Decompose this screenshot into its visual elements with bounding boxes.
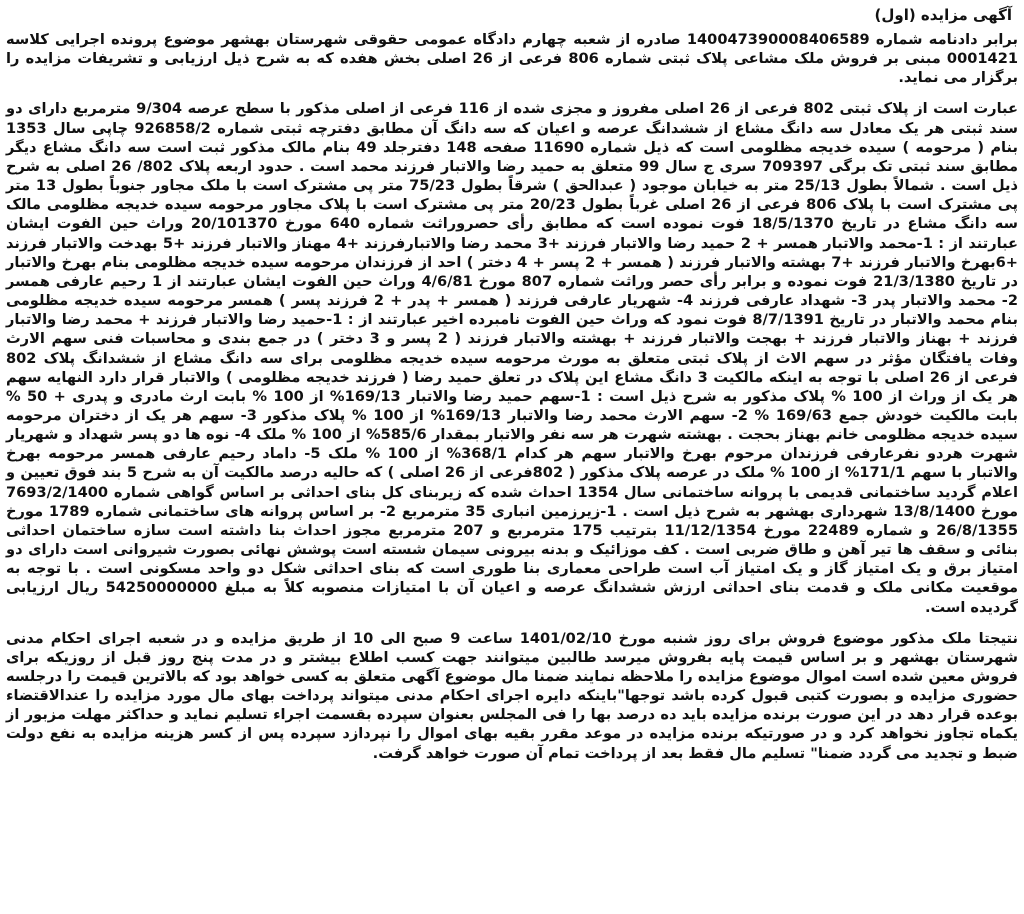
- notice-title: آگهی مزایده (اول): [874, 6, 1012, 24]
- auction-notice: [6, 4, 1018, 910]
- notice-paragraph-intro: برابر دادنامه شماره 140047390008406589 صادره از شعبه چهارم دادگاه عمومی حقوقی شهرستان بهشهر موضوع پرونده اجرایی کلاسه 0001421 مبنی بر فروش ملک مشاعی پلاک ثبتی شماره 806 فرعی از 26 اصلی بخش هفده که به شرح ذیل ارزیابی و تشریفات مزایده را برگزار می نماید.: [6, 31, 1019, 87]
- notice-paragraph-sale-terms: نتیجتا ملک مذکور موضوع فروش برای روز شنبه مورخ 1401/02/10 ساعت 9 صبح الی 10 از طریق مزایده و در شعبه اجرای احکام مدنی شهرستان بهشهر و بر اساس قیمت پایه بفروش میرسد طالبین میتوانند جهت کسب اطلاع بیشتر و در مدت پنج روز قبل از روزیکه برای فروش معین شده است اموال موضوع مزایده را ملاحظه نمایند ضمنا مال موضوع آگهی متعلق به کسی خواهد بود که بالاترین قیمت را درجلسه حضوری مزایده و بصورت کتبی قبول کرده باشد توجها"باینکه دایره اجرای احکام مدنی میتواند پرداخت بهای مال مورد مزایده را عندالاقتضاء بوعده قرار دهد در این صورت برنده مزایده باید ده درصد بها را فی المجلس بعنوان سپرده بقسمت اجراء تسلیم نماید و حداکثر مهلت مزبور از یکماه تجاوز نخواهد کرد و در صورتیکه برنده مزایده در موعد مقرر بقیه بهای اموال را نپردازد سپرده پس از کسر هزینه مزایده به نفع دولت ضبط و تجدید می گردد ضمنا" تسلیم مال فقط بعد از پرداخت تمام آن صورت خواهد گرفت.: [6, 629, 1018, 762]
- notice-paragraph-property-description: عبارت است از پلاک ثبتی 802 فرعی از 26 اصلی مفروز و مجزی شده از 116 فرعی از اصلی مذکور با سطح عرصه 9/304 مترمربع دارای دو سند ثبتی هر یک معادل سه دانگ مشاع از ششدانگ عرصه و اعیان که سه دانگ آن مطابق دفترچه ثبتی شماره 926858/2 چاپی سال 1353 بنام ( مرحومه ) سیده خدیجه مظلومی است که ذیل شماره 11690 صفحه 148 دفترجلد 49 بنام مالک مذکور ثبت است سه دانگ مشاع دیگر مطابق سند ثبتی تک برگی 709397 سری ج سال 99 متعلق به حمید رضا والاتبار فرزند محمد است . حدود اربعه پلاک 802/ 26 اصلی به شرح ذیل است . شمالاً بطول 25/13 متر به خیابان موجود ( عبدالحق ) شرقاً بطول 75/23 متر پی مشترک است با ملک مجاور جنوباً بطول 13 متر پی مشترک است با پلاک 806 فرعی از 26 اصلی غرباً بطول 20/23 متر پی مشترک است با پلاک مجاور مرحومه سیده خدیجه مظلومی مالک سه دانگ مشاع در تاریخ 18/5/1370 فوت نموده است که مطابق رأی حصروراثت شماره 640 مورخ 20/101370 وراث حین الفوت ایشان عبارتند از : 1-محمد والاتبار همسر + 2 حمید رضا والاتبار فرزند +3 محمد رضا والاتبارفرزند +4 مهناز والاتبار فرزند +5 بهدخت والاتبار فرزند +6بهرخ والاتبار فرزند +7 بهشته والاتبار فرزند ( همسر + 2 پسر + 4 دختر ) احد از فرزندان مرحومه سیده خدیجه مظلومی بنام بهرخ والاتبار در تاریخ 21/3/1380 فوت نموده و برابر رأی حصر وراثت شماره 807 مورخ 4/6/81 وراث حین الفوت ایشان عبارتند از 1 رحیم عارفی همسر 2- محمد والاتبار پدر 3- شهداد عارفی فرزند 4- شهریار عارفی فرزند ( همسر + پدر + 2 فرزند پسر ) همسر مرحومه سیده خدیجه مظلومی بنام محمد والاتبار در تاریخ 8/7/1391 فوت نمود که وراث حین الفوت نامبرده اخیر عبارتند از : 1-حمید رضا والاتبار فرزند + محمد رضا والاتبار فرزند + بهناز والاتبار فرزند + بهجت والاتبار فرزند + بهشته والاتبار فرزند ( 2 پسر و 3 دختر ) در جمع بندی و محاسبات فنی سهم الارث وفات یافتگان مؤثر در سهم الاث از پلاک ثبتی متعلق به مورث مرحومه سیده خدیجه مظلومی برای سه دانگ مشاع از ششدانگ پلاک 802 فرعی از 26 اصلی با توجه به اینکه مالکیت 3 دانگ مشاع این پلاک در تعلق حمید رضا ( فرزند خدیجه مظلومی ) والاتبار قرار دارد النهایه سهم هر یک از وراث از 100 % پلاک مذکور به شرح ذیل است : 1-سهم حمید رضا والاتبار 169/13% از 100 % بابت ارث مادری و پدری + 50 % بابت مالکیت خودش جمع 169/63 % 2- سهم الارث محمد رضا والاتبار 169/13% از 100 % پلاک مذکور 3- سهم هر یک از دختران مرحومه سیده خدیجه مظلومی خانم بهناز بحجت . بهشته شهرت هر سه نفر والاتبار بمقدار 585/6% از 100 % ملک 4- نوه ها دو پسر شهداد و شهریار شهرت هردو نفرعارفی فرزندان مرحوم بهرخ والاتبار سهم هر کدام 368/1% از 100 % ملک 5- داماد رحیم عارفی همسر مرحومه بهرخ والاتبار با سهم 171/1% از 100 % ملک در عرصه پلاک مذکور ( 802فرعی از 26 اصلی ) که حالیه درصد مالکیت آن به شرح 5 بند فوق تعیین و اعلام گردید ساختمانی قدیمی با پروانه ساختمانی سال 1354 احداث شده که زیربنای کل بنای احداثی بر اساس گواهی شماره 7693/2/1400 مورخ 13/8/1400 شهرداری بهشهر به شرح ذیل است . 1-زیرزمین انباری 35 مترمربع 2- بر اساس پروانه های ساختمانی شماره 1789 مورخ 26/8/1355 و شماره 22489 مورخ 11/12/1354 بترتیب 175 مترمربع و 207 مترمربع مجوز احداث بنا داشته است سازه ساختمان احداثی بنائی و سقف ها تیر آهن و طاق ضربی است . کف موزائیک و بدنه بیرونی سیمان شسته است پوشش نهائی بصورت شیروانی است دارای دو امتیاز برق و یک امتیاز گاز و یک امتیاز آب است طراحی معماری بنا طوری است که بنای احداثی شکل دو واحد مسکونی است . با توجه به موقعیت مکانی ملک و قدمت بنای احداثی ارزش ششدانگ عرصه و اعیان آن با امتیازات منصوبه کلاً به مبلغ 54250000000 ریال ارزیابی گردیده است.: [6, 100, 1019, 616]
